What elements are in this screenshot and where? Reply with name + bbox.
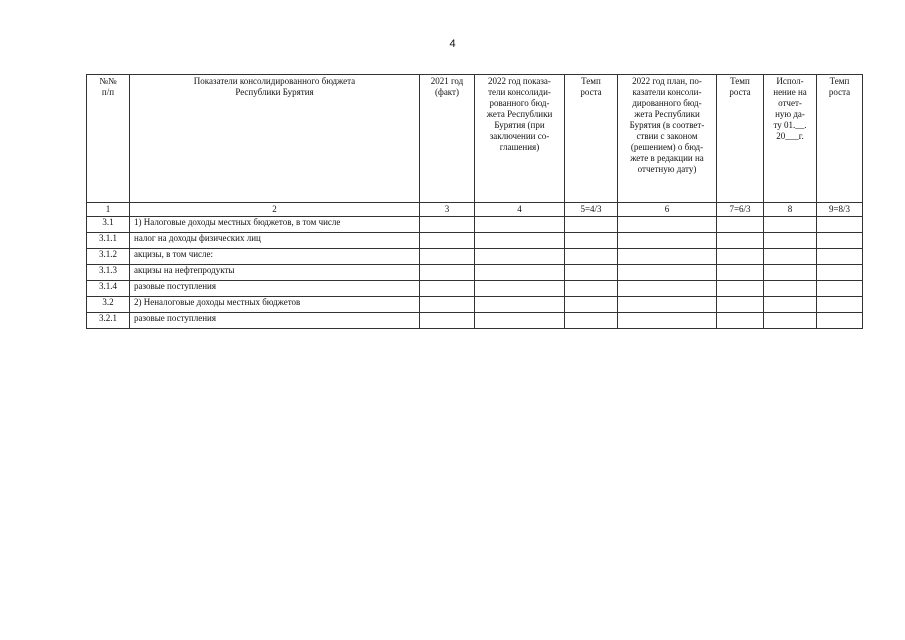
empty-cell — [717, 297, 764, 313]
table-row — [87, 233, 863, 249]
column-number: 8 — [764, 203, 817, 217]
row-name: 1) Налоговые доходы местных бюджетов, в том числе — [130, 217, 420, 233]
empty-cell — [618, 249, 717, 265]
empty-cell — [475, 249, 565, 265]
empty-cell — [717, 265, 764, 281]
empty-cell — [764, 217, 817, 233]
table-row — [87, 281, 863, 297]
row-code: 3.2.1 — [87, 313, 130, 329]
empty-cell — [817, 313, 863, 329]
empty-cell — [420, 265, 475, 281]
row-name: налог на доходы физических лиц — [130, 233, 420, 249]
empty-cell — [565, 217, 618, 233]
budget-indicators-table — [86, 74, 863, 329]
row-code: 3.1.4 — [87, 281, 130, 297]
table-row — [87, 249, 863, 265]
empty-cell — [717, 281, 764, 297]
row-name: 2) Неналоговые доходы местных бюджетов — [130, 297, 420, 313]
header-cell-index: №№ п/п — [87, 75, 130, 203]
empty-cell — [565, 281, 618, 297]
empty-cell — [817, 297, 863, 313]
empty-cell — [764, 281, 817, 297]
table-row — [87, 297, 863, 313]
empty-cell — [817, 281, 863, 297]
row-code: 3.2 — [87, 297, 130, 313]
empty-cell — [565, 233, 618, 249]
empty-cell — [565, 249, 618, 265]
row-code: 3.1.2 — [87, 249, 130, 265]
header-cell-growth-rate-2: Темп роста — [717, 75, 764, 203]
empty-cell — [475, 265, 565, 281]
empty-cell — [618, 265, 717, 281]
row-name: разовые поступления — [130, 281, 420, 297]
empty-cell — [618, 217, 717, 233]
empty-cell — [717, 313, 764, 329]
column-number: 2 — [130, 203, 420, 217]
empty-cell — [420, 217, 475, 233]
table-row — [87, 265, 863, 281]
header-cell-2022-plan: 2022 год план, по- казатели консоли- дированного бюд- жета Республики Бурятия (в соответ- ствии с законом (решением) о бюд- жете в редакции на отчетную дату) — [618, 75, 717, 203]
header-row — [87, 75, 863, 203]
empty-cell — [618, 233, 717, 249]
header-cell-growth-rate-3: Темп роста — [817, 75, 863, 203]
empty-cell — [475, 217, 565, 233]
empty-cell — [764, 233, 817, 249]
empty-cell — [764, 249, 817, 265]
empty-cell — [565, 313, 618, 329]
empty-cell — [717, 233, 764, 249]
empty-cell — [420, 313, 475, 329]
empty-cell — [618, 281, 717, 297]
column-number: 3 — [420, 203, 475, 217]
header-cell-2022-agreement: 2022 год показа- тели консолиди- рованного бюд- жета Республики Бурятия (при заключении со- глашения) — [475, 75, 565, 203]
empty-cell — [817, 265, 863, 281]
empty-cell — [420, 233, 475, 249]
empty-cell — [420, 249, 475, 265]
header-cell-growth-rate-1: Темп роста — [565, 75, 618, 203]
column-number: 9=8/3 — [817, 203, 863, 217]
row-name: акцизы на нефтепродукты — [130, 265, 420, 281]
row-name: акцизы, в том числе: — [130, 249, 420, 265]
empty-cell — [420, 281, 475, 297]
empty-cell — [817, 233, 863, 249]
table-row — [87, 217, 863, 233]
empty-cell — [475, 281, 565, 297]
row-code: 3.1.1 — [87, 233, 130, 249]
column-number: 6 — [618, 203, 717, 217]
column-number: 4 — [475, 203, 565, 217]
table-row — [87, 313, 863, 329]
empty-cell — [475, 297, 565, 313]
empty-cell — [475, 313, 565, 329]
empty-cell — [420, 297, 475, 313]
empty-cell — [764, 313, 817, 329]
header-cell-2021-fact: 2021 год (факт) — [420, 75, 475, 203]
empty-cell — [565, 297, 618, 313]
empty-cell — [475, 233, 565, 249]
empty-cell — [764, 265, 817, 281]
header-cell-indicators: Показатели консолидированного бюджета Республики Бурятия — [130, 75, 420, 203]
row-name: разовые поступления — [130, 313, 420, 329]
column-numbers-row — [87, 203, 863, 217]
empty-cell — [618, 313, 717, 329]
column-number: 1 — [87, 203, 130, 217]
row-code: 3.1 — [87, 217, 130, 233]
empty-cell — [764, 297, 817, 313]
empty-cell — [618, 297, 717, 313]
empty-cell — [565, 265, 618, 281]
page-number: 4 — [449, 38, 456, 50]
empty-cell — [817, 249, 863, 265]
empty-cell — [717, 249, 764, 265]
column-number: 7=6/3 — [717, 203, 764, 217]
empty-cell — [817, 217, 863, 233]
column-number: 5=4/3 — [565, 203, 618, 217]
row-code: 3.1.3 — [87, 265, 130, 281]
empty-cell — [717, 217, 764, 233]
header-cell-execution: Испол- нение на отчет- ную да- ту 01.__. 20___г. — [764, 75, 817, 203]
